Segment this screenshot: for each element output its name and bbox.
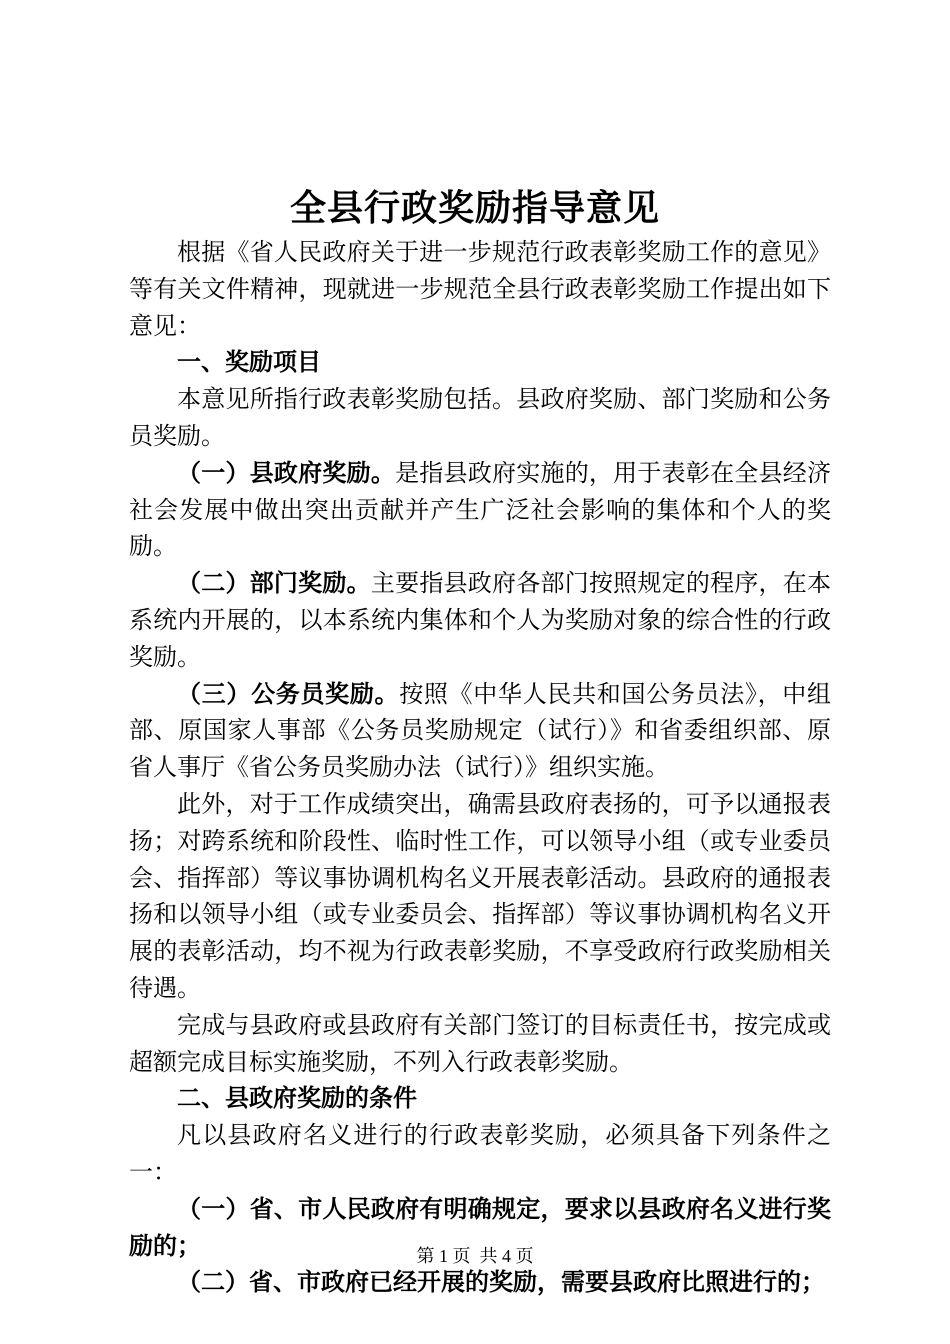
document-title: 全县行政奖励指导意见: [289, 188, 660, 229]
text-civil-servant-award: 按照《中华人民共和国公务员法》，中组部、原国家人事部《公务员奖励规定（试行）》和省委组织部、原省人事厅《省公务员奖励办法（试行）》组织实施。: [129, 679, 832, 782]
paragraph-additional: 此外，对于工作成绩突出，确需县政府表扬的，可予以通报表扬；对跨系统和阶段性、临时性工作，可以领导小组（或专业委员会、指挥部）等议事协调机构名义开展表彰活动。县政府的通报表扬和以领导小组（或专业委员会、指挥部）等议事协调机构名义开展的表彰活动，均不视为行政表彰奖励，不享受政府行政奖励相关待遇。: [129, 789, 831, 1002]
paragraph-conditions-intro: 凡以县政府名义进行的行政表彰奖励，必须具备下列条件之一：: [129, 1121, 831, 1186]
paragraph-scope: 本意见所指行政表彰奖励包括。县政府奖励、部门奖励和公务员奖励。: [129, 385, 831, 450]
paragraph-county-award: [129, 455, 831, 565]
section-heading-1: 一、奖励项目: [177, 348, 321, 377]
lead-department-award: （二）部门奖励。: [177, 569, 371, 598]
page-total: 共 4 页: [479, 1246, 534, 1266]
paragraph-intro: 根据《省人民政府关于进一步规范行政表彰奖励工作的意见》等有关文件精神，现就进一步规范全县行政表彰奖励工作提出如下意见：: [129, 238, 831, 340]
paragraph-condition-1: （一）省、市人民政府有明确规定，要求以县政府名义进行奖励的；: [129, 1194, 831, 1260]
document-body: [129, 234, 831, 1301]
text-department-award: 主要指县政府各部门按照规定的程序，在本系统内开展的，以本系统内集体和个人为奖励对象的综合性的行政奖励。: [129, 569, 832, 671]
section-heading-2: 二、县政府奖励的条件: [177, 1084, 417, 1113]
page-number: 第 1 页: [416, 1246, 471, 1266]
paragraph-civil-servant-award: [129, 676, 831, 786]
lead-county-award: （一）县政府奖励。: [177, 458, 396, 487]
paragraph-target-responsibility: 完成与县政府或县政府有关部门签订的目标责任书，按完成或超额完成目标实施奖励，不列入行政表彰奖励。: [129, 1010, 831, 1076]
text-county-award: 是指县政府实施的，用于表彰在全县经济社会发展中做出突出贡献并产生广泛社会影响的集体和个人的奖励。: [129, 458, 831, 561]
lead-civil-servant-award: （三）公务员奖励。: [177, 679, 400, 708]
paragraph-condition-2: （二）省、市政府已经开展的奖励，需要县政府比照进行的；: [177, 1268, 825, 1297]
paragraph-department-award: [129, 565, 831, 675]
page-footer: [0, 1244, 950, 1268]
